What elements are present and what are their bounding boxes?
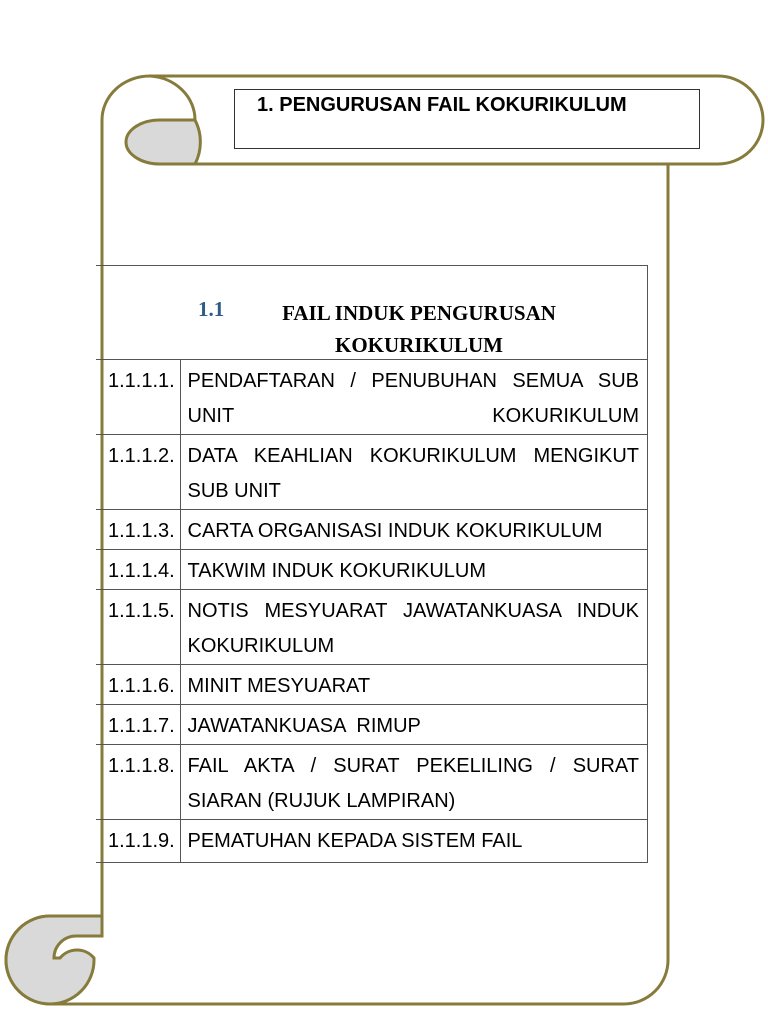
row-text: MINIT MESYUARAT <box>180 665 648 705</box>
row-text: CARTA ORGANISASI INDUK KOKURIKULUM <box>180 510 648 550</box>
table-row <box>96 705 648 745</box>
file-index-table <box>96 265 648 863</box>
row-text: PENDAFTARAN / PENUBUHAN SEMUA SUB UNIT KOKURIKULUM <box>180 360 648 435</box>
row-number: 1.1.1.1. <box>96 360 180 435</box>
table-row <box>96 820 648 863</box>
row-number: 1.1.1.2. <box>96 435 180 510</box>
table-row <box>96 360 648 435</box>
row-number: 1.1.1.7. <box>96 705 180 745</box>
table-row <box>96 745 648 820</box>
row-number: 1.1.1.5. <box>96 590 180 665</box>
row-text: FAIL AKTA / SURAT PEKELILING / SURAT SIARAN (RUJUK LAMPIRAN) <box>180 745 648 820</box>
table-row <box>96 435 648 510</box>
table-row <box>96 590 648 665</box>
row-number: 1.1.1.4. <box>96 550 180 590</box>
table-header-row <box>96 266 648 360</box>
section-heading-cell <box>96 266 648 360</box>
section-title: FAIL INDUK PENGURUSAN KOKURIKULUM <box>282 301 556 357</box>
row-text: TAKWIM INDUK KOKURIKULUM <box>180 550 648 590</box>
table-row <box>96 550 648 590</box>
row-number: 1.1.1.8. <box>96 745 180 820</box>
row-number: 1.1.1.6. <box>96 665 180 705</box>
row-text: JAWATANKUASA RIMUP <box>180 705 648 745</box>
page-title: 1. PENGURUSAN FAIL KOKURIKULUM <box>257 94 627 116</box>
row-text: DATA KEAHLIAN KOKURIKULUM MENGIKUT SUB UNIT <box>180 435 648 510</box>
title-box <box>234 89 700 149</box>
table-row <box>96 665 648 705</box>
section-number: 1.1 <box>198 297 225 321</box>
row-number: 1.1.1.9. <box>96 820 180 863</box>
row-text: PEMATUHAN KEPADA SISTEM FAIL <box>180 820 648 863</box>
row-number: 1.1.1.3. <box>96 510 180 550</box>
row-text: NOTIS MESYUARAT JAWATANKUASA INDUK KOKURIKULUM <box>180 590 648 665</box>
table-row <box>96 510 648 550</box>
top-curl <box>126 120 200 164</box>
